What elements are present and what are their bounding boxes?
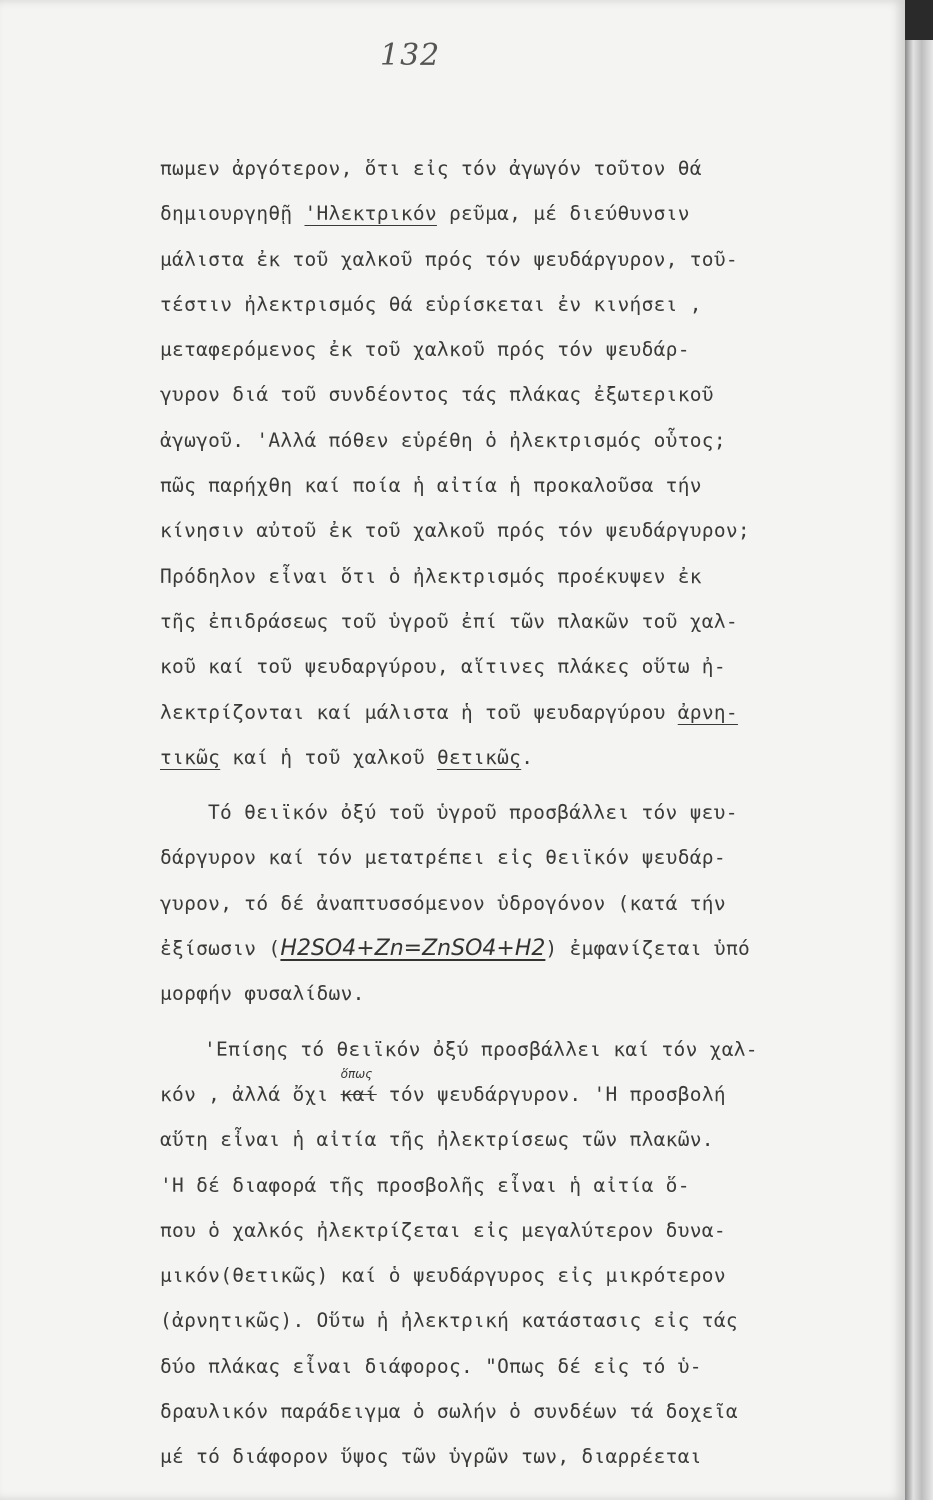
handwritten-equation: H2SO4+Zn=ZnSO4+H2 bbox=[280, 936, 546, 962]
text-line: τέστιν ἠλεκτρισμός θά εὑρίσκεται ἐν κινήσει , bbox=[160, 292, 702, 316]
text-line: μορφήν φυσαλίδων. bbox=[160, 982, 365, 1006]
book-edge bbox=[905, 0, 933, 1500]
text-line: δύο πλάκας εἶναι διάφορος. "Οπως δέ εἰς τό ὑ- bbox=[160, 1354, 702, 1378]
text-line: τῆς ἐπιδράσεως τοῦ ὑγροῦ ἐπί τῶν πλακῶν τοῦ χαλ- bbox=[160, 609, 738, 633]
text-line: μεταφερόμενος ἐκ τοῦ χαλκοῦ πρός τόν ψευδάρ- bbox=[160, 338, 690, 362]
text-line: πῶς παρήχθη καί ποία ἡ αἰτία ἡ προκαλοῦσα τήν bbox=[160, 474, 702, 498]
page-number: 132 bbox=[380, 38, 441, 73]
text-line: δραυλικόν παράδειγμα ὁ σωλήν ὁ συνδέων τά δοχεῖα bbox=[160, 1400, 738, 1424]
struck-word: καί bbox=[340, 1082, 377, 1106]
text-line: πωμεν ἀργότερον, ὅτι εἰς τόν ἀγωγόν τοῦτον θά bbox=[160, 157, 702, 180]
text-line: δημιουργηθῇ 'Ηλεκτρικόν ρεῦμα, μέ διεύθυνσιν bbox=[160, 202, 690, 226]
text-line: γυρον διά τοῦ συνδέοντος τάς πλάκας ἐξωτερικοῦ bbox=[160, 383, 714, 407]
underlined-word: τικῶς bbox=[160, 745, 221, 769]
text-line: κόν , ἀλλά ὄχι ὅπως καί τόν ψευδάργυρον. 'Η προσβολή bbox=[160, 1072, 850, 1117]
text-line: μικόν(θετικῶς) καί ὁ ψευδάργυρος εἰς μικρότερον bbox=[160, 1264, 726, 1288]
text-line: (ἀρνητικῶς). Οὕτω ἡ ἠλεκτρική κατάστασις εἰς τάς bbox=[160, 1309, 738, 1333]
text-line: μέ τό διάφορον ὕψος τῶν ὑγρῶν των, διαρρέεται bbox=[160, 1445, 702, 1469]
text-line: γυρον, τό δέ ἀναπτυσσόμενον ὑδρογόνον (κατά τήν bbox=[160, 891, 726, 915]
text-line: που ὁ χαλκός ἠλεκτρίζεται εἰς μεγαλύτερον δυνα- bbox=[160, 1218, 726, 1242]
text-line: ἐξίσωσιν (H2SO4+Zn=ZnSO4+H2) ἐμφανίζεται ὑπό bbox=[160, 936, 751, 962]
binding-corner bbox=[905, 0, 933, 40]
paragraph-start-line: Τό θειϊκόν ὀξύ τοῦ ὑγροῦ προσβάλλει τόν ψευ- bbox=[208, 801, 738, 825]
underlined-word: 'Ηλεκτρικόν bbox=[304, 202, 437, 226]
text-line: δάργυρον καί τόν μετατρέπει εἰς θειϊκόν ψευδάρ- bbox=[160, 846, 726, 870]
text-line: 'Η δέ διαφορά τῆς προσβολῆς εἶναι ἡ αἰτία ὅ- bbox=[160, 1173, 690, 1197]
paragraph-start-line: 'Επίσης τό θειϊκόν ὀξύ προσβάλλει καί τόν χαλ- bbox=[204, 1037, 758, 1061]
underlined-word: θετικῶς bbox=[436, 745, 522, 769]
underlined-word: ἀρνη- bbox=[677, 700, 738, 724]
text-line: κίνησιν αὐτοῦ ἐκ τοῦ χαλκοῦ πρός τόν ψευδάργυρον; bbox=[160, 519, 750, 543]
text-line: λεκτρίζονται καί μάλιστα ἡ τοῦ ψευδαργύρου ἀρνη- bbox=[160, 700, 738, 724]
text-line: Πρόδηλον εἶναι ὅτι ὁ ἠλεκτρισμός προέκυψεν ἐκ bbox=[160, 564, 702, 588]
correction-wrap bbox=[340, 1066, 377, 1117]
typed-body-text bbox=[160, 146, 850, 1480]
text-line: κοῦ καί τοῦ ψευδαργύρου, αἵτινες πλάκες οὕτω ἠ- bbox=[160, 655, 726, 679]
text-line: ἀγωγοῦ. 'Αλλά πόθεν εὑρέθη ὁ ἠλεκτρισμός οὗτος; bbox=[160, 428, 726, 452]
handwritten-insertion: ὅπως bbox=[340, 1066, 373, 1081]
text-line: αὕτη εἶναι ἡ αἰτία τῆς ἠλεκτρίσεως τῶν πλακῶν. bbox=[160, 1128, 714, 1152]
text-line: μάλιστα ἐκ τοῦ χαλκοῦ πρός τόν ψευδάργυρον, τοῦ- bbox=[160, 247, 738, 271]
text-line: τικῶς καί ἡ τοῦ χαλκοῦ θετικῶς. bbox=[160, 745, 534, 769]
